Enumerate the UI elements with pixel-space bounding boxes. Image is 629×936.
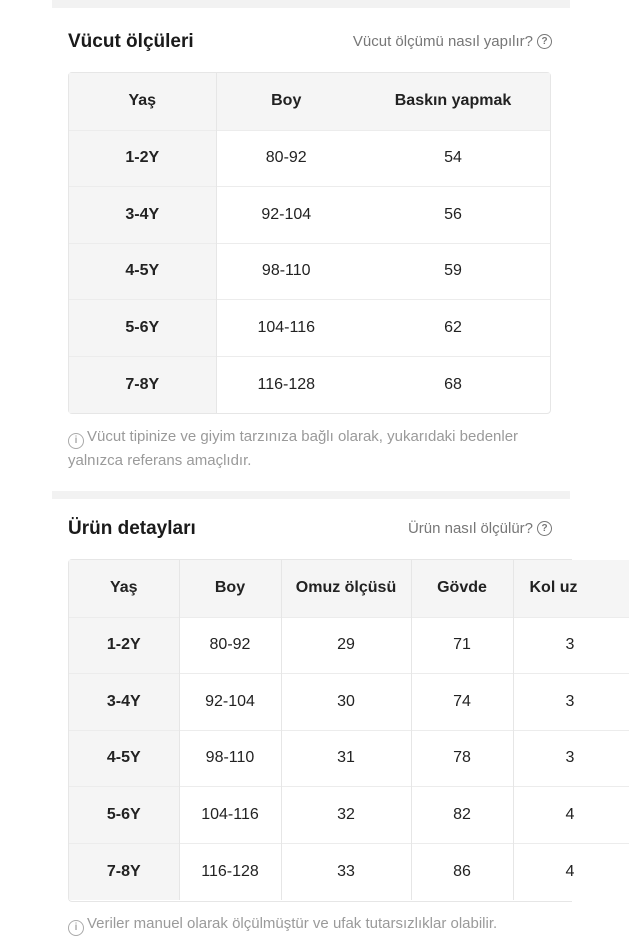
table-cell: 78 (411, 730, 513, 787)
table-cell: 92-104 (216, 187, 356, 244)
info-icon: i (68, 433, 84, 449)
table-row (69, 300, 550, 357)
table-cell: 4 (513, 843, 629, 900)
table-row (69, 187, 550, 244)
table-cell: 3 (513, 617, 629, 674)
table-cell: 56 (356, 187, 550, 244)
table-cell: 86 (411, 843, 513, 900)
col-header-height: Boy (216, 73, 356, 130)
col-header-sleeve: Kol uz (513, 560, 629, 617)
table-cell: 92-104 (179, 674, 281, 731)
col-header-age: Yaş (69, 560, 179, 617)
table-row (69, 730, 629, 787)
table-cell: 4-5Y (69, 243, 216, 300)
table-cell: 31 (281, 730, 411, 787)
table-row (69, 787, 629, 844)
question-icon: ? (537, 521, 552, 536)
col-header-shoulder: Omuz ölçüsü (281, 560, 411, 617)
table-cell: 7-8Y (69, 356, 216, 413)
table-cell: 3-4Y (69, 187, 216, 244)
table-cell: 104-116 (216, 300, 356, 357)
table-cell: 74 (411, 674, 513, 731)
col-header-bust: Baskın yapmak (356, 73, 550, 130)
table-cell: 5-6Y (69, 787, 179, 844)
table-cell: 71 (411, 617, 513, 674)
table-cell: 32 (281, 787, 411, 844)
table-cell: 30 (281, 674, 411, 731)
table-row (69, 130, 550, 187)
table-cell: 82 (411, 787, 513, 844)
col-header-age: Yaş (69, 73, 216, 130)
product-measure-help-label: Ürün nasıl ölçülür? (407, 520, 533, 537)
table-cell: 98-110 (216, 243, 356, 300)
body-note-text: Vücut tipinize ve giyim tarzınıza bağlı olarak, yukarıdaki bedenler yalnızca referans amaçlıdır. (68, 428, 519, 469)
body-measurements-table (68, 72, 551, 414)
section-divider (52, 491, 570, 499)
table-cell: 1-2Y (69, 130, 216, 187)
table-cell: 80-92 (179, 617, 281, 674)
col-header-body: Gövde (411, 560, 513, 617)
table-cell: 29 (281, 617, 411, 674)
table-cell: 68 (356, 356, 550, 413)
table-row (69, 243, 550, 300)
col-header-height: Boy (179, 560, 281, 617)
table-row (69, 617, 629, 674)
table-cell: 33 (281, 843, 411, 900)
table-cell: 3-4Y (69, 674, 179, 731)
table-cell: 1-2Y (69, 617, 179, 674)
table-cell: 98-110 (179, 730, 281, 787)
body-measure-help-link[interactable] (353, 33, 552, 50)
table-row (69, 843, 629, 900)
product-details-table[interactable] (68, 559, 578, 902)
table-cell: 80-92 (216, 130, 356, 187)
table-cell: 7-8Y (69, 843, 179, 900)
product-measure-help-link[interactable] (408, 520, 552, 537)
table-row (69, 356, 550, 413)
body-measure-help-label: Vücut ölçümü nasıl yapılır? (352, 33, 533, 50)
product-details-title: Ürün detayları (68, 518, 196, 539)
top-divider (52, 0, 570, 8)
table-cell: 104-116 (179, 787, 281, 844)
table-cell: 116-128 (179, 843, 281, 900)
body-measurements-title: Vücut ölçüleri (68, 31, 194, 52)
product-note-text: Veriler manuel olarak ölçülmüştür ve ufak tutarsızlıklar olabilir. (87, 915, 498, 932)
table-cell: 4 (513, 787, 629, 844)
info-icon: i (68, 920, 84, 936)
table-cell: 59 (356, 243, 550, 300)
product-details-note (68, 912, 588, 936)
table-cell: 3 (513, 730, 629, 787)
table-row (69, 674, 629, 731)
table-cell: 4-5Y (69, 730, 179, 787)
table-cell: 54 (356, 130, 550, 187)
table-cell: 62 (356, 300, 550, 357)
table-cell: 3 (513, 674, 629, 731)
table-cell: 116-128 (216, 356, 356, 413)
table-cell: 5-6Y (69, 300, 216, 357)
question-icon: ? (537, 34, 552, 49)
body-measurements-note (68, 425, 548, 472)
